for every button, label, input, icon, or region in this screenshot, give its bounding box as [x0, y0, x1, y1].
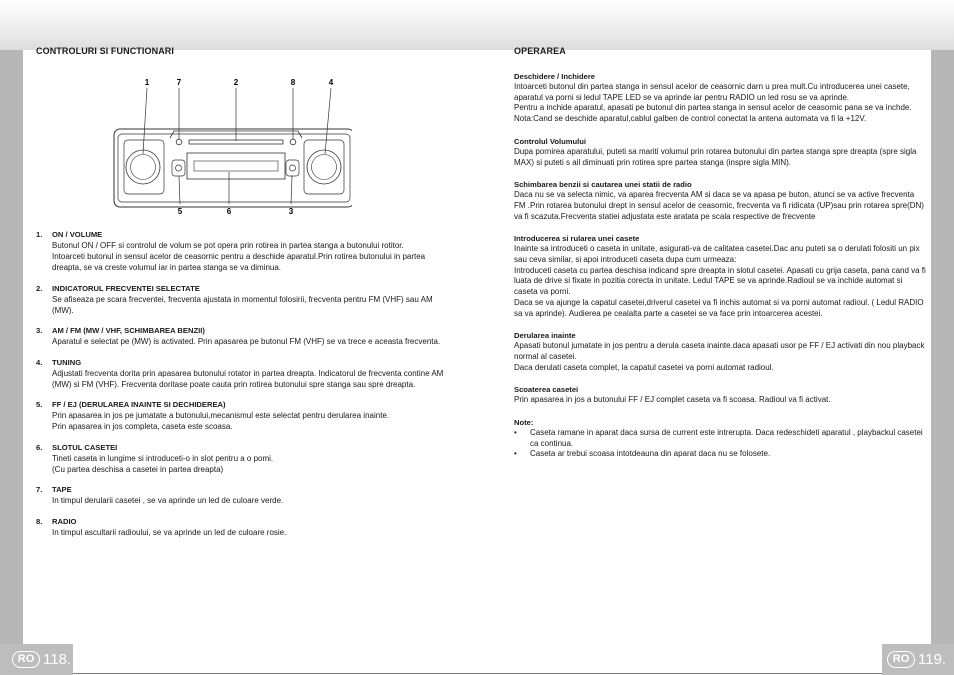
notes-list	[514, 428, 926, 460]
radio-led	[290, 139, 296, 145]
callout-label-4: 4	[328, 78, 334, 87]
callout-label-8: 8	[290, 78, 296, 87]
cassette-slot	[187, 153, 285, 179]
callout-line-3	[291, 176, 292, 204]
volume-knob	[126, 150, 160, 184]
ff-ej-button	[172, 160, 185, 176]
item-number: 2.	[36, 283, 43, 293]
item-number: 1.	[36, 230, 43, 239]
radio-diagram-svg	[112, 76, 352, 216]
radio-front-panel-diagram	[112, 76, 352, 216]
footer-left	[0, 644, 73, 675]
item-number: 5.	[36, 400, 43, 409]
page-title: OPERAREA	[514, 46, 566, 56]
right-knob-housing	[304, 140, 344, 194]
item-text: Prin apasarea in jos pe jumatate a butonului,mecanismul este selectat pentru derularea inainte. Prin apasarea in jos completa, caseta este scoasa.	[52, 411, 390, 431]
page-number-right: 119.	[918, 651, 947, 668]
right-page	[514, 46, 926, 471]
section-title: Scoaterea casetei	[514, 385, 579, 395]
section	[514, 233, 926, 319]
callout-label-6: 6	[226, 207, 232, 216]
item-title: ON / VOLUME	[52, 230, 103, 239]
section	[514, 330, 926, 373]
language-badge: RO	[887, 651, 915, 668]
callout-line-5	[179, 176, 180, 204]
list-item	[36, 516, 446, 538]
controls-list	[36, 229, 446, 538]
section-text: Inainte sa introduceti o caseta in unitate, asigurati-va de calitatea casetei.Dac anu puteti sa o derulati folositi un pix sau ceva similar, si apoi introduceti caseta dupa cum urmeaza: Introduceti caseta cu partea deschisa indicand spre dreapta in slotul casetei. Apasati cu grija caseta, pana cand va fi luata de drive si fixate in pozitia corecta in unitate. Ledul TAPE se va aprinde.Radioul se va inchide automat si caseta va porni. Daca se va ajunge la capatul casetei,driverul casetei va fi inchis automat si va porni automat radioul. ( Ledul RADIO sa va aprinde). Audierea pe cealalta parte a casetei se va face prin intoarcerea acestei.	[514, 244, 926, 318]
list-item	[36, 325, 446, 347]
item-text: Tineti caseta in lungime si introduceti-o in slot pentru a o pomi. (Cu partea deschisa a casetei in partea dreapta)	[52, 453, 274, 474]
callout-label-1: 1	[144, 78, 150, 87]
top-band	[0, 0, 954, 50]
section	[514, 384, 926, 406]
callout-line-1	[143, 88, 147, 154]
left-page	[36, 46, 446, 547]
section-title: Controlul Volumului	[514, 136, 586, 146]
callout-label-7: 7	[176, 78, 182, 87]
section-text: Prin apasarea in jos a butonului FF / EJ complet caseta va fi scoasa. Radioul va fi activat.	[514, 395, 831, 405]
item-text: In timpul derularii casetei , se va aprinde un led de culoare verde.	[52, 496, 284, 505]
item-title: FF / EJ (DERULAREA INAINTE SI DECHIDEREA)	[52, 400, 226, 409]
callout-label-5: 5	[177, 207, 183, 216]
left-knob-housing	[124, 140, 164, 194]
item-title: INDICATORUL FRECVENTEI SELECTATE	[52, 283, 200, 293]
item-number: 4.	[36, 357, 43, 367]
section-title: Derularea inainte	[514, 331, 576, 341]
item-title: RADIO	[52, 516, 77, 526]
section-text: Daca nu se va selecta nimic, va aparea frecventa AM si daca se va apasa pe buton, atunci se va active frecventa FM .Prin rotarea butonului drept in sensul acelor de ceasornic, frecventa va fi ridicata (UP)sau prin rotarea spre(DN) va fi scazuta.Frecventa statiei adjustata este aratata pe scala respective de frecvente	[514, 190, 924, 221]
section	[514, 71, 926, 125]
list-item	[36, 357, 446, 390]
note-item: • Caseta ramane in aparat daca sursa de current este intrerupta. Daca redeschideti aparatul , playbackul casetei ca continua.	[514, 428, 926, 449]
item-number: 8.	[36, 516, 43, 526]
item-title: AM / FM (MW / VHF, SCHIMBAREA BENZII)	[52, 326, 205, 335]
left-margin-bar	[0, 50, 23, 644]
item-title: SLOTUL CASETEI	[52, 442, 118, 452]
section-title: Schimbarea benzii si cautarea unei statii de radio	[514, 180, 692, 190]
section-title: Introducerea si rularea unei casete	[514, 234, 640, 244]
list-item	[36, 399, 446, 432]
section-title: Deschidere / Inchidere	[514, 72, 596, 81]
item-text: Se afiseaza pe scara frecventei, frecventa ajustata in momentul folosirii, frecventa pentru FM (VHF) sau AM (MW).	[52, 294, 433, 315]
note-item: • Caseta ar trebui scoasa intotdeauna din aparat daca nu se folosete.	[514, 449, 926, 460]
right-margin-bar	[931, 50, 954, 644]
tuning-knob	[307, 150, 341, 184]
item-title: TAPE	[52, 485, 72, 494]
callout-label-3: 3	[288, 207, 294, 216]
section-text: Apasati butonul jumatate in jos pentru a derula caseta inainte.daca apasati usor pe FF / EJ activati din nou playback normal al casetei. Daca derulati caseta complet, la capatul casetei va porni automat radioul.	[514, 341, 925, 372]
bottom-rule	[73, 673, 882, 674]
item-text: Butonul ON / OFF si controlul de volum se pot opera prin rotirea in partea stanga a butonului rotitor. Intoarceti butonul in sensul acelor de ceasornic pentru a deschide aparatul.Prin rotirea butonului in partea dreapta, se va creste volumul iar in partea stanga se va diminua.	[52, 241, 426, 272]
item-number: 3.	[36, 326, 43, 335]
tape-led	[176, 139, 182, 145]
radio-body-outline	[114, 129, 352, 207]
callout-line-4	[325, 88, 331, 154]
section	[514, 179, 926, 222]
item-text: Adjustati frecventa dorita prin apasarea butonului rotator in partea dreapta. Indicatorul de frecventa contine AM (MW) si FM (VHF). Frecventa doritase poate cauta prin rotirea butonului spre stanga sau spre dreapta.	[52, 368, 444, 389]
list-item	[36, 229, 446, 273]
list-item	[36, 442, 446, 475]
section-text: Intoarceti butonul din partea stanga in sensul acelor de ceasornic darn u prea mult.Cu introducerea unei casete, aparatul va porni si ledul TAPE LED se va aprinde iar pentru RADIO un led rosu se va aprinde. Pentru a inchide aparatul, apasati pe butonul din partea stanga in sensul acelor de ceasornic pana se va inchde. Nota:Cand se deschide aparatul,cablul galben de control conectat la antena automata va fi la +12V.	[514, 82, 912, 124]
section	[514, 136, 926, 168]
item-text: Aparatul e selectat pe (MW) is activated. Prin apasarea pe butonul FM (VHF) se va trece e aceasta frecventa.	[52, 337, 441, 346]
item-text: In timpul ascultarii radioului, se va aprinde un led de culoare rosie.	[52, 527, 287, 537]
item-number: 6.	[36, 442, 43, 452]
item-number: 7.	[36, 485, 43, 494]
list-item	[36, 484, 446, 506]
page-title: CONTROLURI SI FUNCTIONARI	[36, 46, 174, 56]
list-item	[36, 283, 446, 316]
notes-section	[514, 417, 926, 460]
footer-right	[882, 644, 954, 675]
notes-title: Note:	[514, 418, 534, 428]
section-text: Dupa pornirea aparatului, puteti sa mariti volumul prin rotarea butonului din partea stanga spre dreapta (spre sigla MAX) si puteti s ail diminuati prin rotirea spre partea stanga (inspre sigla MIN).	[514, 146, 917, 167]
callout-label-2: 2	[233, 78, 239, 87]
language-badge: RO	[12, 651, 40, 668]
item-title: TUNING	[52, 357, 82, 367]
am-fm-button	[286, 160, 299, 176]
page-number-left: 118.	[43, 651, 72, 668]
